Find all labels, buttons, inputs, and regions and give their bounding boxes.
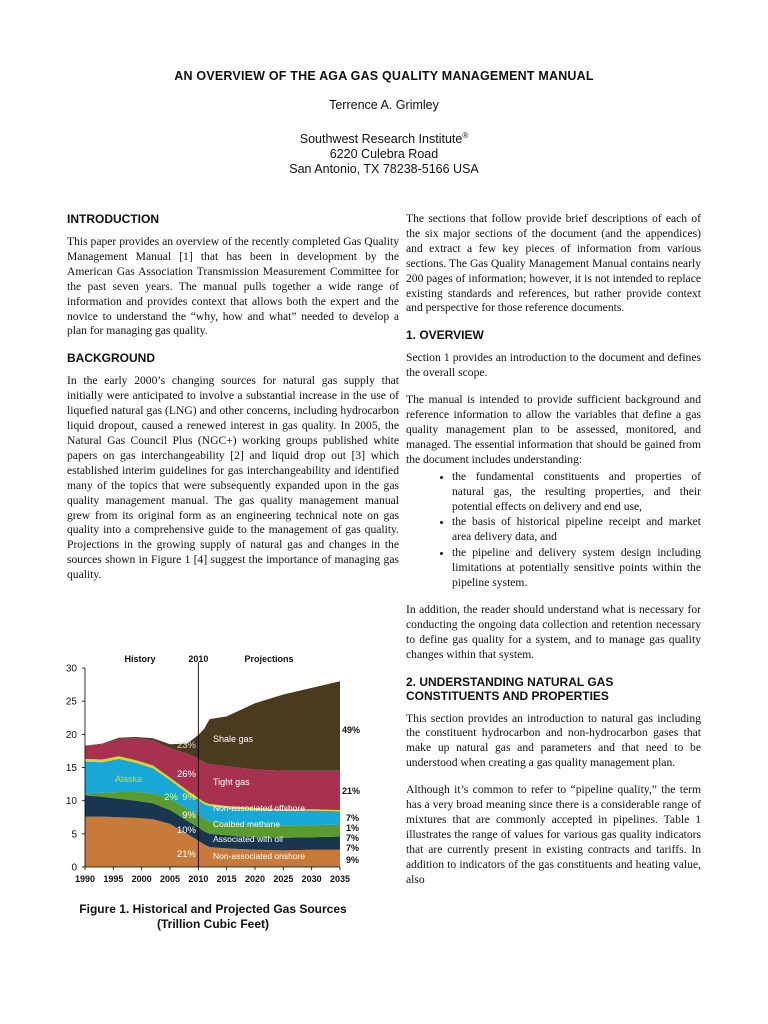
- introduction-paragraph: This paper provides an overview of the recently completed Gas Quality Management Manual [1] that has been in development by the American Gas Association Transmission Measurement Committee for the past seven years. The manual pulls together a wide range of information and provides context that allows both the expert and the novice to understand the “why, how and what” needed to develop a plan for managing gas quality.: [67, 235, 399, 338]
- list-item: • the pipeline and delivery system design including limitations at potentially sensitive points within the pipeline system.: [452, 546, 701, 591]
- overview-heading: 1. OVERVIEW: [406, 328, 484, 343]
- left-column: [67, 212, 399, 595]
- pct-2009-shale: 23%: [176, 740, 196, 751]
- y-tick-label: 0: [71, 862, 77, 874]
- history-label: History: [124, 654, 156, 664]
- affiliation: [0, 128, 768, 177]
- pct-2035-offshore: 7%: [346, 813, 360, 823]
- pct-2035-assoc: 7%: [346, 843, 360, 853]
- x-tick-label: 2025: [273, 874, 294, 884]
- x-tick-label: 2005: [159, 874, 181, 884]
- pct-2009-alaska: 2%: [164, 792, 178, 803]
- x-tick-label: 2030: [301, 874, 322, 884]
- registered-mark: ®: [462, 131, 469, 140]
- coalbed-label: Coalbed methane: [213, 819, 281, 829]
- y-tick-label: 20: [65, 729, 77, 741]
- pct-2009-offshore: 9%: [182, 792, 196, 803]
- introduction-heading: INTRODUCTION: [67, 212, 159, 226]
- affiliation-city: San Antonio, TX 78238-5166 USA: [289, 162, 479, 177]
- y-tick-label: 25: [65, 696, 77, 708]
- list-item: • the fundamental constituents and properties of natural gas, the resulting properties, and their potential effects on delivery and end use,: [452, 470, 701, 515]
- x-tick-label: 1995: [103, 874, 124, 884]
- y-tick-label: 5: [71, 829, 77, 841]
- section2-paragraph-1: This section provides an introduction to natural gas including the constituent hydrocarbon and non-hydrocarbon gases that make up natural gas and parameters and that need to be understood when creating a gas quality management plan.: [406, 711, 701, 770]
- pct-2009-tight: 26%: [176, 769, 196, 780]
- x-tick-label: 2000: [131, 874, 152, 884]
- figure-caption: Figure 1. Historical and Projected Gas Sources (Trillion Cubic Feet): [79, 902, 347, 931]
- x-tick-label: 2015: [216, 874, 237, 884]
- pct-2009-onshore: 21%: [176, 849, 196, 860]
- pct-2009-assoc: 10%: [176, 825, 196, 836]
- overview-paragraph-3: In addition, the reader should understand what is necessary for conducting the ongoing data collection and retention necessary to define gas quality for a system, and to manage gas quality changes within that system.: [406, 602, 701, 661]
- gas-sources-chart: [58, 650, 368, 890]
- projections-label: Projections: [244, 654, 294, 664]
- pct-2035-coalbed: 7%: [346, 833, 360, 843]
- pct-2035-tight: 21%: [342, 786, 361, 796]
- affiliation-street: 6220 Culebra Road: [329, 147, 439, 162]
- overview-paragraph-2: The manual is intended to provide sufficient background and reference information to allow the variables that define a gas quality management plan to be assessed, monitored, and managed. The essential information that should be gained from the document includes understanding:: [406, 393, 701, 466]
- understanding-list: [406, 470, 701, 591]
- pct-2035-shale: 49%: [342, 725, 361, 735]
- alaska-label: Alaska: [115, 774, 143, 784]
- x-tick-label: 1990: [74, 874, 96, 884]
- sections-intro-paragraph: The sections that follow provide brief descriptions of each of the six major sections of the document (and the appendices) and extract a few key pieces of information from various sections. The Gas Quality Management Manual contains nearly 200 pages of information; however, it is not intended to replace existing standards and references, but rather provide context and perspective for those reference documents.: [406, 212, 701, 315]
- x-tick-label: 2010: [188, 874, 209, 884]
- associated-oil-label: Associated with oil: [213, 834, 283, 844]
- year-2010-label: 2010: [188, 654, 209, 664]
- offshore-label: Non-associated offshore: [213, 803, 305, 813]
- paper-title: AN OVERVIEW OF THE AGA GAS QUALITY MANAGEMENT MANUAL: [174, 69, 594, 83]
- background-heading: BACKGROUND: [67, 351, 155, 366]
- pct-2009-coalbed: 9%: [182, 810, 196, 821]
- list-item: • the basis of historical pipeline receipt and market area delivery data, and: [452, 515, 701, 545]
- overview-paragraph-1: Section 1 provides an introduction to the document and defines the overall scope.: [406, 351, 701, 380]
- onshore-label: Non-associated onshore: [213, 851, 306, 861]
- right-column: [406, 212, 701, 900]
- pct-2035-alaska: 1%: [346, 823, 360, 833]
- author: Terrence A. Grimley: [329, 98, 439, 112]
- background-paragraph: In the early 2000’s changing sources for natural gas supply that initially were anticipated to involve a substantial increase in the use of liquefied natural gas (LNG) and other concerns, including hydrocarbon liquid dropout, caused a renewed interest in gas quality. In 2005, the Natural Gas Council Plus (NGC+) working groups published white papers on gas interchangeability [2] and liquid drop out [3] which established interim guidelines for gas interchangeability and identified many of the topics that were subsequently expanded upon in the gas quality management manual. The gas quality management manual grew from its original form as an engineering technical note on gas quality into a comprehensive guide to the management of gas quality. Projections in the growing supply of natural gas and changes in the sources shown in Figure 1 [4] suggest the importance of managing gas quality.: [67, 374, 399, 582]
- x-tick-label: 2035: [329, 874, 351, 884]
- y-tick-label: 15: [65, 763, 77, 774]
- pct-2035-onshore: 9%: [346, 855, 360, 865]
- section2-paragraph-2: Although it’s common to refer to “pipeline quality,” the term has a very broad meaning since there is a considerable range of mixtures that are commonly accepted in pipelines. Table 1 illustrates the range of values for various gas quality indicators that are currently present in existing contracts and tariffs. In addition to indicators of the gas constituents and heating value, also: [406, 783, 701, 886]
- y-tick-label: 30: [65, 663, 77, 675]
- affiliation-org: Southwest Research Institute: [299, 132, 463, 147]
- x-tick-label: 2020: [244, 874, 266, 884]
- y-tick-label: 10: [65, 796, 77, 808]
- section2-heading: 2. UNDERSTANDING NATURAL GAS CONSTITUENTS AND PROPERTIES: [406, 674, 614, 703]
- tight-gas-label: Tight gas: [213, 777, 250, 787]
- shale-gas-label: Shale gas: [213, 734, 254, 744]
